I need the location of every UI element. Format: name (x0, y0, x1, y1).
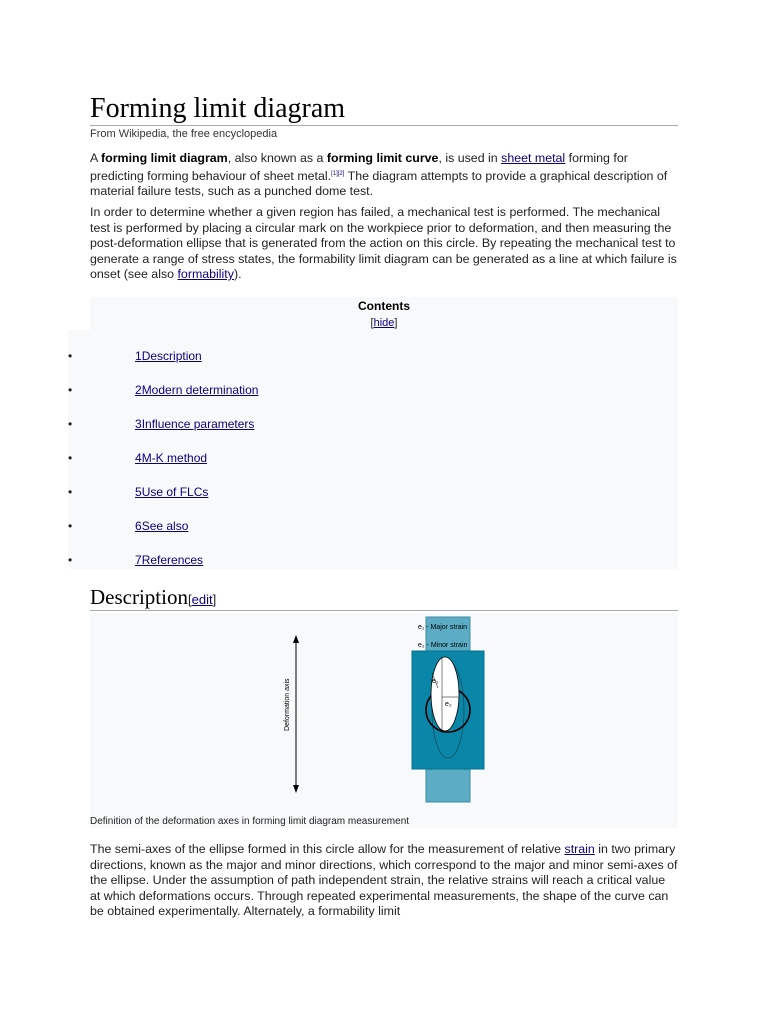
minor-strain-legend: e₂ - Minor strain (418, 642, 468, 649)
toc-number: 4 (135, 451, 142, 465)
toc-label: Influence parameters (141, 417, 255, 431)
bracket: [ (187, 592, 192, 607)
toc-hide-link[interactable]: hide (373, 317, 395, 329)
deformation-axis-arrow (293, 635, 299, 793)
section-heading-description (90, 585, 216, 610)
toc-label: Use of FLCs (141, 485, 209, 499)
toc-number: 5 (135, 485, 142, 499)
section-divider (90, 610, 678, 611)
deformation-axis-label: Deformation axis (284, 678, 291, 731)
site-tagline: From Wikipedia, the free encyclopedia (90, 128, 278, 140)
intro-paragraph-2 (90, 205, 678, 283)
text-run: in two primary directions, known as the major and minor directions, which correspond to the major and minor semi-axes of the ellipse. Under the assumption of path independent strain, the relative strains will reach a critical value at which deformations occurs. Through repeated experimental measurements, the shape of the curve can be obtained experimentally. Alternately, a formability limit (90, 842, 678, 918)
toc-label: Modern determination (141, 383, 259, 397)
toc-link[interactable] (135, 519, 188, 533)
title-divider (90, 125, 678, 126)
heading-text: Description (90, 585, 188, 609)
toc-number: 2 (135, 383, 142, 397)
toc-toggle (90, 317, 678, 329)
toc-link[interactable] (135, 349, 202, 363)
sheet-metal-link[interactable]: sheet metal (501, 151, 566, 165)
toc-number: 6 (135, 519, 142, 533)
description-paragraph (90, 842, 678, 920)
toc-link[interactable] (135, 383, 258, 397)
text-run: , is used in (438, 151, 502, 165)
toc-link[interactable] (135, 485, 208, 499)
toc-label: Description (141, 349, 202, 363)
text-run: forming for predicting forming behaviour of sheet metal. (90, 151, 628, 183)
toc-link[interactable] (135, 451, 207, 465)
text-run: The semi-axes of the ellipse formed in this circle allow for the measurement of relative (90, 842, 565, 856)
strain-ellipse (431, 657, 459, 731)
toc-label: References (141, 553, 204, 567)
edit-link[interactable]: edit (191, 592, 213, 607)
strain-link[interactable]: strain (564, 842, 595, 856)
text-run: The diagram attempts to provide a graphical description of material failure tests, such as a punched dome test. (90, 168, 668, 199)
bold-term: forming limit diagram (101, 151, 228, 165)
figure-caption: Definition of the deformation axes in forming limit diagram measurement (90, 816, 410, 827)
page-title: Forming limit diagram (90, 93, 346, 124)
citation-link[interactable]: [1][2] (331, 170, 345, 177)
strain-ellipse-diagram (400, 613, 580, 813)
text-run: A (90, 151, 102, 165)
bullet-icon: • (68, 417, 73, 431)
bracket: ] (394, 317, 398, 329)
bracket: ] (212, 592, 217, 607)
toc-label: M-K method (141, 451, 208, 465)
intro-paragraph-1 (90, 151, 678, 200)
bullet-icon: • (68, 485, 73, 499)
formability-link[interactable]: formability (177, 267, 234, 281)
toc-link[interactable] (135, 553, 203, 567)
bold-term: forming limit curve (326, 151, 439, 165)
text-run: In order to determine whether a given region has failed, a mechanical test is performed. The mechanical test is performed by placing a circular mark on the workpiece prior to deformation, and then measuring the post-deformation ellipse that is generated from the action on this circle. By repeating the mechanical test to generate a range of stress states, the formability limit diagram can be generated as a line at which failure is onset (see also (90, 205, 677, 281)
toc-title: Contents (358, 299, 410, 313)
bullet-icon: • (68, 383, 73, 397)
bullet-icon: • (68, 519, 73, 533)
text-run: ). (233, 267, 242, 281)
bullet-icon: • (68, 553, 73, 567)
edit-section (188, 592, 216, 607)
toc-box-extension (68, 330, 90, 569)
toc-number: 7 (135, 553, 142, 567)
major-strain-legend: e₁ - Major strain (418, 624, 468, 631)
toc-link[interactable] (135, 417, 254, 431)
toc-number: 3 (135, 417, 142, 431)
e1-label: e₁ (432, 678, 439, 685)
text-run: , also known as a (227, 151, 327, 165)
toc-number: 1 (135, 349, 142, 363)
toc-label: See also (141, 519, 189, 533)
bracket: [ (370, 317, 374, 329)
e2-label: e₂ (445, 701, 452, 708)
bullet-icon: • (68, 451, 73, 465)
bullet-icon: • (68, 349, 73, 363)
